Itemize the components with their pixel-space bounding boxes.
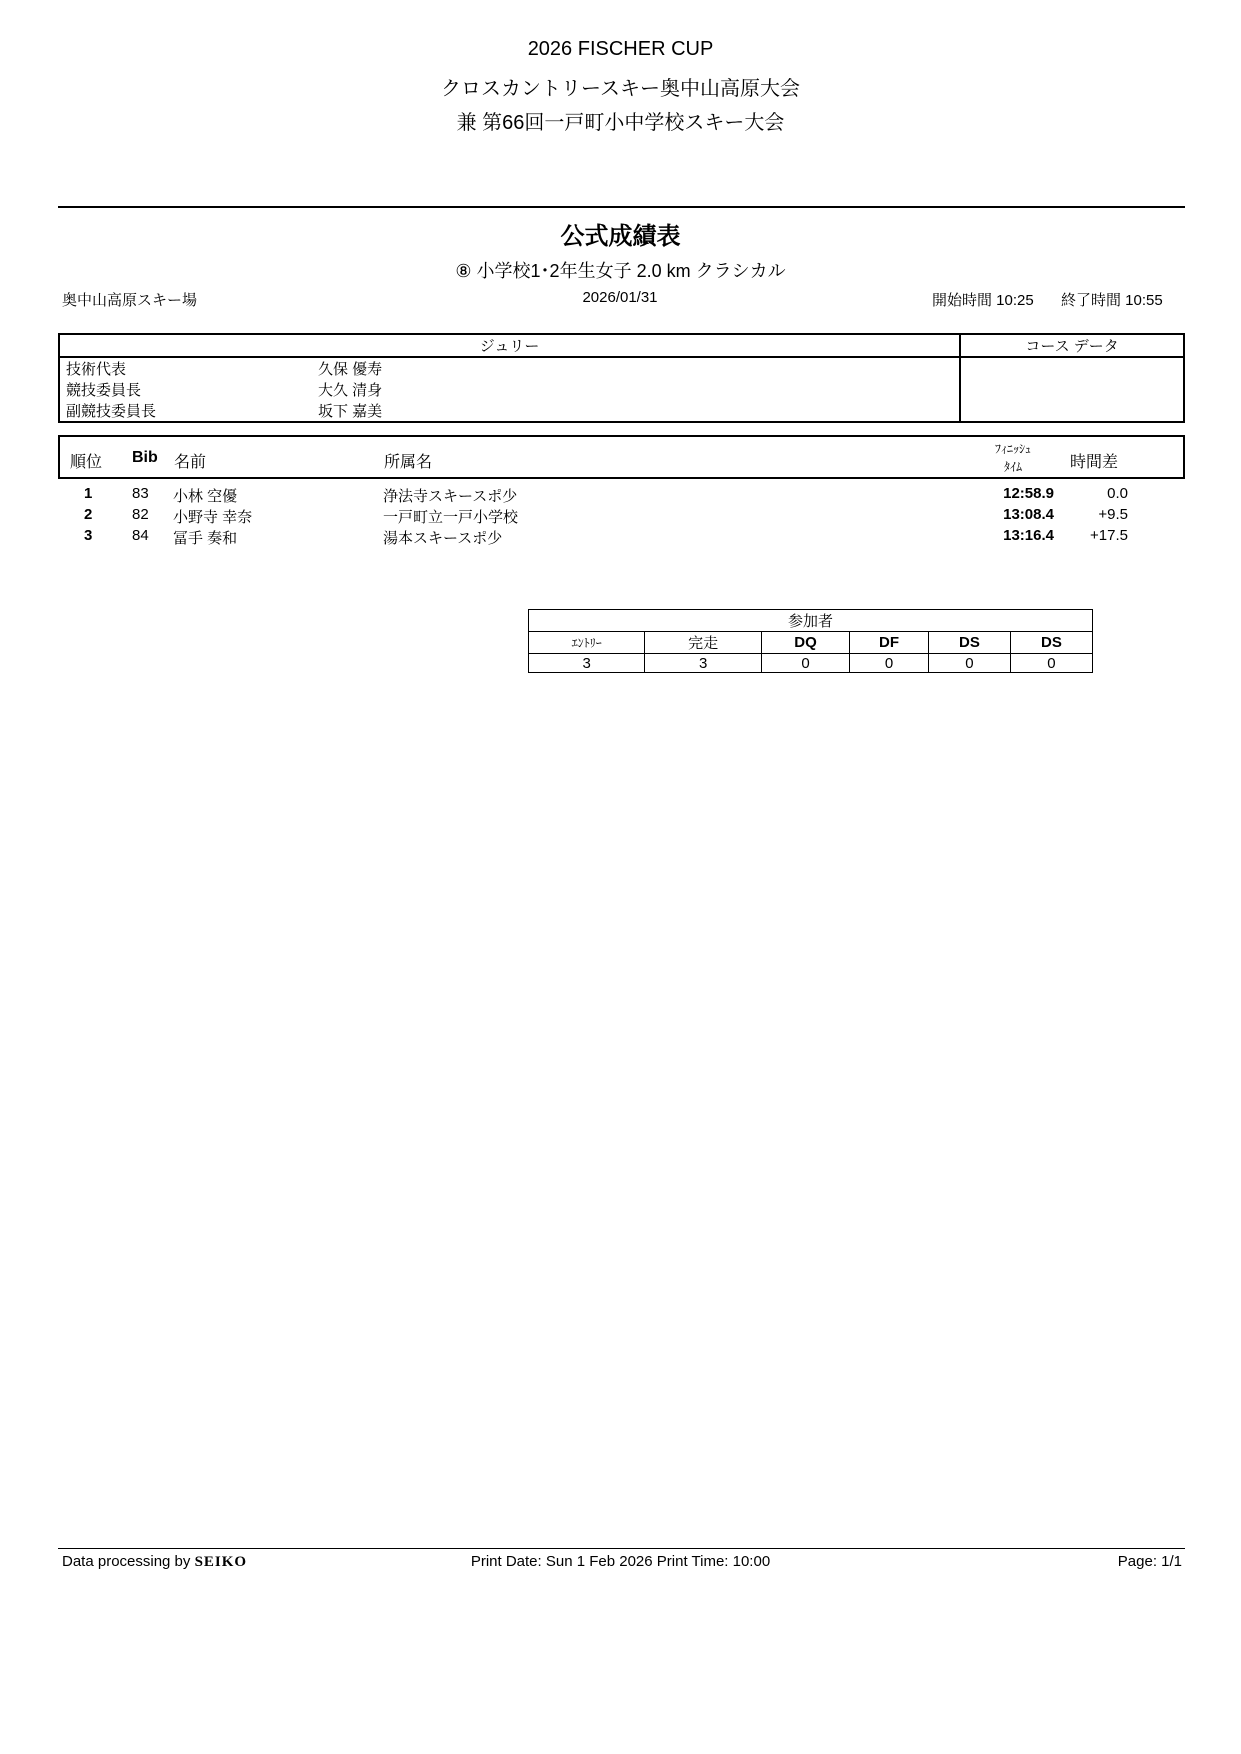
- time-diff: +9.5: [1098, 506, 1128, 523]
- col-finish-line1: ﾌｨﾆｯｼｭ: [994, 442, 1031, 456]
- finish-time: 13:16.4: [1003, 527, 1054, 544]
- footer-divider: [58, 1548, 1185, 1549]
- rank: 1: [84, 485, 93, 502]
- result-row: [58, 485, 1185, 506]
- event-subtitle: クロスカントリースキー奥中山高原大会: [441, 78, 800, 100]
- print-info: Print Date: Sun 1 Feb 2026 Print Time: 10:00: [470, 1553, 771, 1570]
- participants-value: 0: [761, 654, 849, 673]
- bib: 84: [132, 527, 149, 544]
- participants-header-finished: 完走: [645, 632, 761, 654]
- participants-title: 参加者: [529, 610, 1093, 632]
- jury-name: 久保 優寿: [312, 357, 960, 379]
- participants-value: 0: [1010, 654, 1092, 673]
- team: 一戸町立一戸小学校: [383, 509, 519, 526]
- bib: 82: [132, 506, 149, 523]
- col-team: 所属名: [384, 454, 433, 471]
- col-bib: Bib: [132, 449, 158, 466]
- event-title: 2026 FISCHER CUP: [527, 38, 714, 60]
- jury-name: 坂下 嘉美: [312, 400, 960, 422]
- jury-name: 大久 清身: [312, 379, 960, 400]
- participants-value: 0: [928, 654, 1010, 673]
- jury-role: 競技委員長: [59, 379, 312, 400]
- athlete-name: 小林 空優: [173, 488, 238, 505]
- bib: 83: [132, 485, 149, 502]
- participants-value: 3: [645, 654, 761, 673]
- participants-header-ds-2: DS: [1010, 632, 1092, 654]
- participants-value: 3: [529, 654, 645, 673]
- col-name: 名前: [174, 454, 207, 471]
- athlete-name: 小野寺 幸奈: [173, 509, 253, 526]
- processing-label: Data processing by: [62, 1553, 191, 1570]
- result-row: [58, 527, 1185, 548]
- jury-role: 副競技委員長: [59, 400, 312, 422]
- participants-value: 0: [850, 654, 929, 673]
- end-time: 終了時間 10:55: [1061, 292, 1163, 309]
- event-subtitle-2: 兼 第66回一戸町小中学校スキー大会: [456, 112, 785, 134]
- time-diff: +17.5: [1090, 527, 1128, 544]
- venue: 奥中山高原スキー場: [62, 292, 198, 309]
- result-row: [58, 506, 1185, 527]
- participants-header-entry: ｴﾝﾄﾘｰ: [529, 632, 645, 654]
- col-diff: 時間差: [1070, 454, 1119, 471]
- col-rank: 順位: [70, 454, 103, 471]
- team: 湯本スキースポ少: [383, 530, 503, 547]
- athlete-name: 冨手 奏和: [173, 530, 238, 547]
- course-data-header: コース データ: [960, 334, 1184, 357]
- jury-header: ジュリー: [59, 334, 960, 357]
- course-data-cell: [960, 357, 1184, 422]
- page-number: Page: 1/1: [1117, 1553, 1182, 1570]
- report-title: 公式成績表: [560, 223, 681, 250]
- participants-header-df: DF: [850, 632, 929, 654]
- jury-role: 技術代表: [59, 357, 312, 379]
- team: 浄法寺スキースポ少: [383, 488, 518, 505]
- rank: 3: [84, 527, 93, 544]
- results-header: [58, 435, 1185, 479]
- rank: 2: [84, 506, 93, 523]
- jury-table: [58, 333, 1185, 423]
- col-finish-line2: ﾀｲﾑ: [1003, 460, 1022, 474]
- seiko-logo: SEIKO: [194, 1554, 248, 1570]
- participants-table: [528, 609, 1093, 673]
- finish-time: 13:08.4: [1003, 506, 1054, 523]
- participants-header-ds: DS: [928, 632, 1010, 654]
- header-divider: [58, 206, 1185, 208]
- start-time: 開始時間 10:25: [932, 292, 1034, 309]
- race-date: 2026/01/31: [582, 289, 658, 306]
- participants-header-dq: DQ: [761, 632, 849, 654]
- race-name: ⑧ 小学校1･2年生女子 2.0 km クラシカル: [455, 261, 786, 281]
- time-diff: 0.0: [1107, 485, 1128, 502]
- finish-time: 12:58.9: [1003, 485, 1054, 502]
